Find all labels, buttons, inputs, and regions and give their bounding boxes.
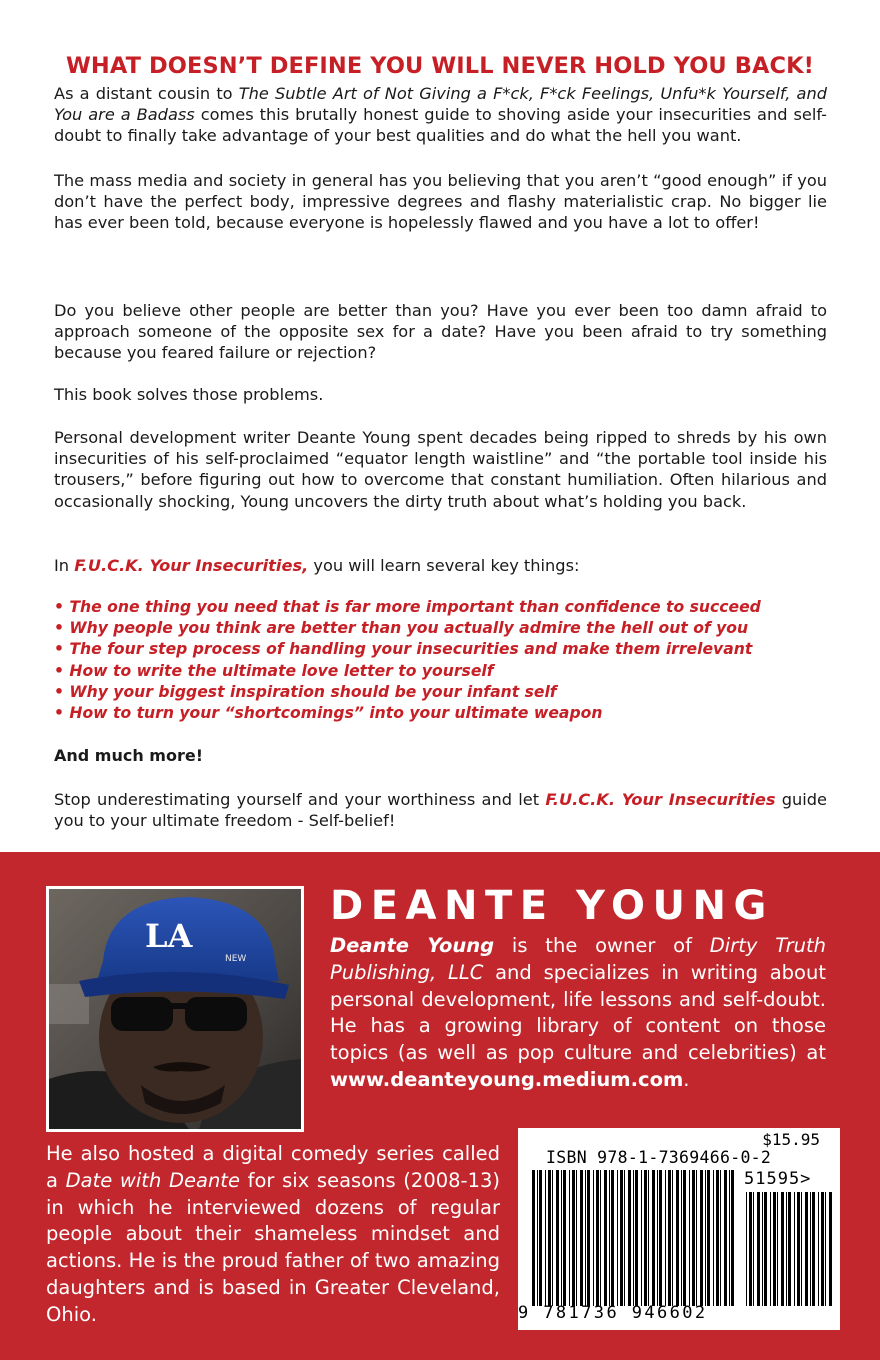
- barcode-bar: [537, 1170, 538, 1306]
- learn-lead: In: [54, 556, 75, 575]
- author-bio: [330, 933, 826, 1094]
- barcode-bar: [812, 1192, 815, 1306]
- key-points-list: [54, 597, 854, 724]
- barcode-bar: [624, 1170, 625, 1306]
- barcode-bar: [681, 1170, 682, 1306]
- paragraph-learn: [54, 555, 827, 576]
- barcode-bar: [749, 1192, 752, 1306]
- barcode-bar: [713, 1170, 714, 1306]
- author-bio-continued: [46, 1141, 500, 1329]
- paragraph-author-story: Personal development writer Deante Young spent decades being ripped to shreds by his own insecurities of his self-proclaimed “equator length waistline” and “the portable tool inside his trousers,” before figuring out how to overcome that constant humiliation. Often hilarious and occasionally shocking, Young uncovers the dirty truth about what’s holding you back.: [54, 428, 827, 511]
- bio-text: is the owner of: [494, 934, 710, 957]
- barcode-bar: [818, 1192, 819, 1306]
- bio-text: for six seasons (2008-13) in which he interviewed dozens of regular people about their shameless mindset and actions. He is the proud father of two amazing daughters and is based in Greater Cleveland, Ohio.: [46, 1168, 501, 1326]
- barcode-bar: [628, 1170, 631, 1306]
- barcode-bar: [707, 1170, 710, 1306]
- key-point: • How to write the ultimate love letter to yourself: [54, 661, 494, 680]
- paragraph-intro: [54, 83, 827, 147]
- barcode-bar: [532, 1170, 535, 1306]
- closing-rest: guide you to your ultimate freedom - Self-belief!: [54, 790, 827, 831]
- barcode-bar: [821, 1192, 824, 1306]
- barcode-bar: [585, 1170, 586, 1306]
- barcode-bar: [620, 1170, 623, 1306]
- barcode-bar: [794, 1192, 795, 1306]
- barcode-bar: [561, 1170, 562, 1306]
- barcode-bar: [672, 1170, 673, 1306]
- learn-rest: you will learn several key things:: [308, 556, 580, 575]
- barcode-bar: [786, 1192, 787, 1306]
- closing-book-title: F.U.C.K. Your Insecurities: [545, 790, 776, 809]
- closing-lead: Stop underestimating yourself and your worthiness and let: [54, 790, 546, 809]
- barcode-bar: [652, 1170, 655, 1306]
- bio-author-name: Deante Young: [330, 934, 495, 957]
- bio-text: He also hosted a digital comedy series called a: [46, 1142, 500, 1192]
- paragraph-closing: [54, 789, 827, 831]
- author-name-heading: DEANTE YOUNG: [330, 883, 774, 929]
- barcode-bar: [611, 1170, 614, 1306]
- barcode-price: $15.95: [762, 1130, 820, 1149]
- barcode-bar: [700, 1170, 703, 1306]
- barcode-bar: [665, 1170, 666, 1306]
- barcode-bar: [801, 1192, 802, 1306]
- paragraph-media: The mass media and society in general has you believing that you aren’t “good enough” if you don’t have the perfect body, impressive degrees and flashy materialistic crap. No bigger lie has ever been told, because everyone is hopelessly flawed and you have a lot to offer!: [54, 171, 827, 233]
- barcode-bar: [720, 1170, 721, 1306]
- barcode-bar: [825, 1192, 826, 1306]
- barcode-bar: [580, 1170, 583, 1306]
- barcode-bar: [797, 1192, 800, 1306]
- barcode-bar: [659, 1170, 662, 1306]
- key-point: • Why people you think are better than you actually admire the hell out of you: [54, 619, 749, 638]
- barcode-bar: [668, 1170, 671, 1306]
- barcode-bar: [692, 1170, 695, 1306]
- bio-show-title: Date with Deante: [65, 1168, 240, 1192]
- barcode-bar: [762, 1192, 763, 1306]
- barcode-bar: [593, 1170, 594, 1306]
- barcode-bar: [641, 1170, 642, 1306]
- barcode-bar: [600, 1170, 601, 1306]
- key-point: • Why your biggest inspiration should be your infant self: [54, 682, 557, 701]
- barcode-bar: [587, 1170, 590, 1306]
- svg-text:LA: LA: [145, 917, 193, 955]
- barcode-bar: [753, 1192, 754, 1306]
- key-point: • The one thing you need that is far more important than confidence to succeed: [54, 598, 761, 616]
- barcode-bar: [633, 1170, 634, 1306]
- isbn-barcode-box: [518, 1128, 840, 1330]
- barcode-bar: [569, 1170, 570, 1306]
- barcode-bar: [770, 1192, 771, 1306]
- barcode-bar: [773, 1192, 776, 1306]
- barcode-bar: [683, 1170, 686, 1306]
- key-point: • How to turn your “shortcomings” into your ultimate weapon: [54, 704, 603, 723]
- barcode-bar: [777, 1192, 778, 1306]
- barcode-bar: [545, 1170, 546, 1306]
- intro-rest: comes this brutally honest guide to shoving aside your insecurities and self-doubt to finally take advantage of your best qualities and do what the hell you want.: [54, 105, 827, 146]
- author-portrait-image: [49, 889, 301, 1129]
- bio-text: and specializes in writing about personal development, life lessons and self-doubt. He has a growing library of content on those topics (as well as pop culture and celebrities) at: [330, 960, 826, 1065]
- barcode-bar: [781, 1192, 784, 1306]
- barcode-bar: [572, 1170, 575, 1306]
- barcode-bar: [617, 1170, 618, 1306]
- barcode-bar: [731, 1170, 734, 1306]
- barcode-bar: [604, 1170, 607, 1306]
- barcode-bar: [548, 1170, 551, 1306]
- barcode-bar: [556, 1170, 559, 1306]
- barcode-bar: [596, 1170, 599, 1306]
- barcode-bar: [576, 1170, 577, 1306]
- barcode-price-code: 51595>: [744, 1169, 812, 1189]
- barcode-ean-digits: 9 781736 946602: [518, 1303, 708, 1323]
- intro-book-titles: The Subtle Art of Not Giving a F*ck, F*ck Feelings, Unfu*k Yourself, and You are a Badass: [54, 84, 827, 125]
- barcode-bar: [563, 1170, 566, 1306]
- barcode-bar: [805, 1192, 808, 1306]
- barcode-bar: [829, 1192, 832, 1306]
- barcode-bar: [539, 1170, 542, 1306]
- svg-text:NEW: NEW: [225, 954, 247, 964]
- barcode-bar: [757, 1192, 760, 1306]
- intro-lead: As a distant cousin to: [54, 84, 239, 103]
- barcode-bar: [729, 1170, 730, 1306]
- barcode-bar: [609, 1170, 610, 1306]
- barcode-bar: [552, 1170, 553, 1306]
- barcode-bar: [746, 1192, 747, 1306]
- paragraph-questions: Do you believe other people are better than you? Have you ever been too damn afraid to approach someone of the opposite sex for a date? Have you been afraid to try something because you feared failure or rejection?: [54, 301, 827, 363]
- author-website-link[interactable]: www.deanteyoung.medium.com: [330, 1067, 684, 1091]
- much-more-text: And much more!: [54, 746, 204, 765]
- barcode-bar: [716, 1170, 719, 1306]
- paragraph-solves: This book solves those problems.: [54, 385, 324, 404]
- barcode-bar: [644, 1170, 647, 1306]
- barcode-bar: [676, 1170, 679, 1306]
- barcode-bar: [810, 1192, 811, 1306]
- learn-book-title: F.U.C.K. Your Insecurities,: [74, 556, 309, 575]
- barcode-bar: [696, 1170, 697, 1306]
- barcode-bar: [648, 1170, 649, 1306]
- barcode-bar: [764, 1192, 767, 1306]
- barcode-bar: [788, 1192, 791, 1306]
- author-photo: [46, 886, 304, 1132]
- barcode-isbn: ISBN 978-1-7369466-0-2: [546, 1148, 772, 1167]
- bio-text: .: [683, 1067, 690, 1091]
- headline: WHAT DOESN’T DEFINE YOU WILL NEVER HOLD YOU BACK!: [65, 53, 814, 80]
- barcode-bar: [657, 1170, 658, 1306]
- barcode-bar: [705, 1170, 706, 1306]
- barcode-bar: [635, 1170, 638, 1306]
- barcode-bar: [689, 1170, 690, 1306]
- barcode-bar: [724, 1170, 727, 1306]
- key-point: • The four step process of handling your insecurities and make them irrelevant: [54, 640, 753, 659]
- bio-company: Dirty Truth Publishing, LLC: [330, 934, 826, 984]
